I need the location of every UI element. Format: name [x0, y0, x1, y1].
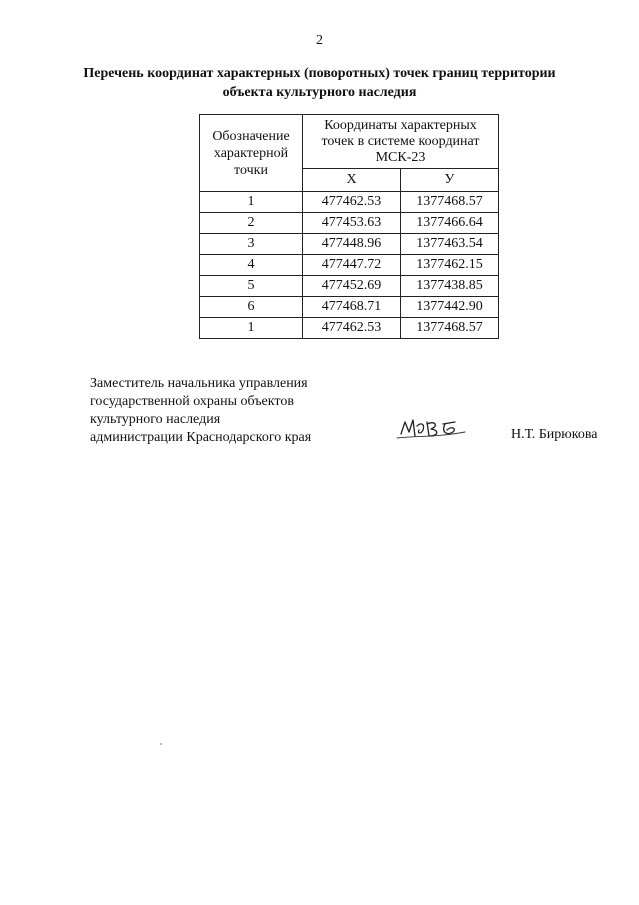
cell-point: 2	[200, 213, 303, 234]
page-number: 2	[316, 33, 323, 48]
signer-position-line: государственной охраны объектов	[90, 394, 294, 409]
signer-position	[90, 375, 311, 447]
table-row	[200, 255, 499, 276]
signer-name: Н.Т. Бирюкова	[511, 427, 598, 442]
header-point-line: точки	[234, 162, 268, 178]
cell-x: 477447.72	[303, 255, 401, 276]
cell-point: 1	[200, 318, 303, 339]
header-coords-line: МСК-23	[375, 149, 426, 165]
table-row	[200, 213, 499, 234]
cell-x: 477462.53	[303, 318, 401, 339]
cell-point: 1	[200, 192, 303, 213]
cell-point: 6	[200, 297, 303, 318]
handwritten-signature	[395, 412, 475, 446]
table-row	[200, 318, 499, 339]
table-row	[200, 297, 499, 318]
cell-x: 477452.69	[303, 276, 401, 297]
document-title	[40, 64, 599, 102]
header-point-line: характерной	[213, 145, 289, 161]
signer-position-line: администрации Краснодарского края	[90, 430, 312, 445]
signer-position-line: культурного наследия	[90, 412, 221, 427]
title-line-2: объекта культурного наследия	[222, 85, 417, 100]
cell-y: 1377442.90	[401, 297, 499, 318]
scan-speck	[160, 743, 162, 745]
cell-x: 477468.71	[303, 297, 401, 318]
cell-x: 477448.96	[303, 234, 401, 255]
cell-y: 1377462.15	[401, 255, 499, 276]
header-coords-line: точек в системе координат	[321, 133, 480, 149]
header-point-designation	[200, 115, 303, 192]
cell-point: 5	[200, 276, 303, 297]
header-point-line: Обозначение	[212, 128, 290, 144]
cell-y: 1377463.54	[401, 234, 499, 255]
cell-y: 1377468.57	[401, 192, 499, 213]
table-row	[200, 192, 499, 213]
cell-point: 3	[200, 234, 303, 255]
header-x: X	[303, 169, 401, 192]
cell-y: 1377468.57	[401, 318, 499, 339]
header-coords-line: Координаты характерных	[324, 117, 477, 133]
header-y: У	[401, 169, 499, 192]
coordinates-table	[199, 114, 499, 339]
signer-position-line: Заместитель начальника управления	[90, 376, 308, 391]
header-coordinates	[303, 115, 499, 169]
cell-x: 477453.63	[303, 213, 401, 234]
title-line-1: Перечень координат характерных (поворотных) точек границ территории	[83, 66, 556, 81]
cell-point: 4	[200, 255, 303, 276]
cell-y: 1377438.85	[401, 276, 499, 297]
table-row	[200, 234, 499, 255]
cell-y: 1377466.64	[401, 213, 499, 234]
table-row	[200, 276, 499, 297]
cell-x: 477462.53	[303, 192, 401, 213]
